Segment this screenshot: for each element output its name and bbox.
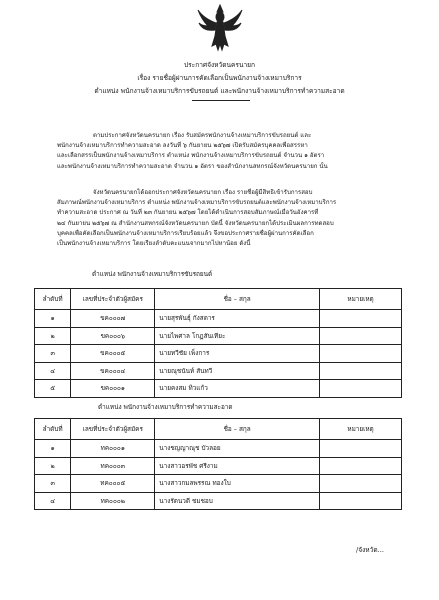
cell-name: นายไพศาล โกฏสันเทียะ xyxy=(155,327,320,345)
cell-order: ๕ xyxy=(35,380,71,398)
table-row xyxy=(35,380,402,398)
cell-applicant-id: ขค๐๐๐๖ xyxy=(71,327,155,345)
table-row xyxy=(35,345,402,363)
cell-applicant-id: ทค๐๐๐๒ xyxy=(71,492,155,510)
table-row xyxy=(35,327,402,345)
garuda-emblem-icon xyxy=(196,4,244,52)
cell-remark xyxy=(320,362,402,380)
cell-applicant-id: ขค๐๐๐๕ xyxy=(71,345,155,363)
table-row xyxy=(35,492,402,510)
cell-remark xyxy=(320,327,402,345)
cell-remark xyxy=(320,440,402,458)
cell-order: ๑ xyxy=(35,310,71,328)
paragraph-line: ทำความสะอาด ประกาศ ณ วันที่ ๒๓ กันยายน ๒๕๖๗ โดยได้ดำเนินการสอบสัมภาษณ์เมื่อวันอังคารที่ xyxy=(57,209,319,217)
cell-applicant-id: ทค๐๐๐๓ xyxy=(71,457,155,475)
column-header-order: ลำดับที่ xyxy=(35,419,71,440)
table-header-row xyxy=(35,289,402,310)
paragraph-line: และเลือกสรรเป็นพนักงานจ้างเหมาบริการ ตำแหน่ง พนักงานจ้างเหมาบริการขับรถยนต์ จำนวน ๑ อัตรา xyxy=(57,152,325,160)
column-header-name: ชื่อ – สกุล xyxy=(155,289,320,310)
paragraph-line: ๒๔ กันยายน ๒๕๖๗ ณ สำนักงานสหกรณ์จังหวัดนครนายก บัดนี้ จังหวัดนครนายกได้ประเมินผลการทดสอบ xyxy=(57,219,334,227)
cell-remark xyxy=(320,380,402,398)
cell-name: นางรัตนวดี ชมชอบ xyxy=(155,492,320,510)
cell-applicant-id: ขค๐๐๐๑ xyxy=(71,380,155,398)
column-header-remark: หมายเหตุ xyxy=(320,289,402,310)
paragraph-line: สัมภาษณ์พนักงานจ้างเหมาบริการ ตำแหน่ง พนักงานจ้างเหมาบริการขับรถยนต์และพนักงานจ้างเหมาบริการ xyxy=(57,199,337,207)
header-divider xyxy=(192,100,250,101)
paragraph-2 xyxy=(57,188,403,249)
continued-marker: /จังหวัด... xyxy=(356,546,384,554)
drivers-table xyxy=(34,288,402,398)
cell-name: นางสาวอรพัช ศรีงาม xyxy=(155,457,320,475)
column-header-name: ชื่อ – สกุล xyxy=(155,419,320,440)
cell-name: นางสาวกมลพรรณ ทองใบ xyxy=(155,475,320,493)
table-row xyxy=(35,362,402,380)
table-row xyxy=(35,310,402,328)
cell-order: ๔ xyxy=(35,362,71,380)
paragraph-line: ตามประกาศจังหวัดนครนายก เรื่อง รับสมัครพนักงานจ้างเหมาบริการขับรถยนต์ และ xyxy=(93,132,312,139)
column-header-remark: หมายเหตุ xyxy=(320,419,402,440)
paragraph-line: พนักงานจ้างเหมาบริการทำความสะอาด ลงวันที่ ๖ กันยายน ๒๕๖๗ เปิดรับสมัครบุคคลเพื่อสรรหา xyxy=(57,142,308,150)
cell-remark xyxy=(320,345,402,363)
document-position: ตำแหน่ง พนักงานจ้างเหมาบริการขับรถยนต์ และพนักงานจ้างเหมาบริการทำความสะอาด xyxy=(94,87,345,95)
cell-remark xyxy=(320,475,402,493)
cell-remark xyxy=(320,457,402,475)
document-authority: ประกาศจังหวัดนครนายก xyxy=(183,61,256,69)
cell-order: ๓ xyxy=(35,345,71,363)
cell-order: ๒ xyxy=(35,327,71,345)
document-subject: เรื่อง รายชื่อผู้ผ่านการคัดเลือกเป็นพนักงานจ้างเหมาบริการ xyxy=(137,74,302,82)
cell-applicant-id: ทค๐๐๐๕ xyxy=(71,475,155,493)
cell-remark xyxy=(320,492,402,510)
paragraph-line: บุคคลเพื่อคัดเลือกเป็นพนักงานจ้างเหมาบริการเรียบร้อยแล้ว จึงขอประกาศรายชื่อผู้ผ่านการคัดเลือก xyxy=(57,229,314,237)
cleaners-table xyxy=(34,418,402,510)
paragraph-1 xyxy=(57,131,403,172)
column-header-applicant-id: เลขที่ประจำตัวผู้สมัคร xyxy=(71,289,155,310)
table-header-row xyxy=(35,419,402,440)
cell-applicant-id: ทค๐๐๐๑ xyxy=(71,440,155,458)
cell-order: ๑ xyxy=(35,440,71,458)
column-header-order: ลำดับที่ xyxy=(35,289,71,310)
section1-title: ตำแหน่ง พนักงานจ้างเหมาบริการขับรถยนต์ xyxy=(92,270,213,278)
column-header-applicant-id: เลขที่ประจำตัวผู้สมัคร xyxy=(71,419,155,440)
cell-order: ๒ xyxy=(35,457,71,475)
cell-name: นางชญญาณุช บัวลอย xyxy=(155,440,320,458)
cell-name: นายสุรพันธุ์ กังสดาร xyxy=(155,310,320,328)
paragraph-line: เป็นพนักงานจ้างเหมาบริการ โดยเรียงลำดับคะแนนจากมากไปหาน้อย ดังนี้ xyxy=(57,240,251,248)
cell-order: ๔ xyxy=(35,492,71,510)
cell-applicant-id: ขค๐๐๐๗ xyxy=(71,310,155,328)
cell-applicant-id: ขค๐๐๐๔ xyxy=(71,362,155,380)
cell-order: ๓ xyxy=(35,475,71,493)
cell-name: นายคงสม ทิวแก้ว xyxy=(155,380,320,398)
table-row xyxy=(35,475,402,493)
table-row xyxy=(35,440,402,458)
paragraph-line: จังหวัดนครนายกได้ออกประกาศจังหวัดนครนายก เรื่อง รายชื่อผู้มีสิทธิเข้ารับการสอบ xyxy=(93,189,313,196)
paragraph-line: และพนักงานจ้างเหมาบริการทำความสะอาด จำนวน ๑ อัตรา ของสำนักงานสหกรณ์จังหวัดนครนายก นั้น xyxy=(57,162,328,170)
table-row xyxy=(35,457,402,475)
cell-name: นายณุชนันท์ สันทวี xyxy=(155,362,320,380)
cell-remark xyxy=(320,310,402,328)
cell-name: นายทวีชัย เพ็งการ xyxy=(155,345,320,363)
section2-title: ตำแหน่ง พนักงานจ้างเหมาบริการทำความสะอาด xyxy=(98,403,233,411)
